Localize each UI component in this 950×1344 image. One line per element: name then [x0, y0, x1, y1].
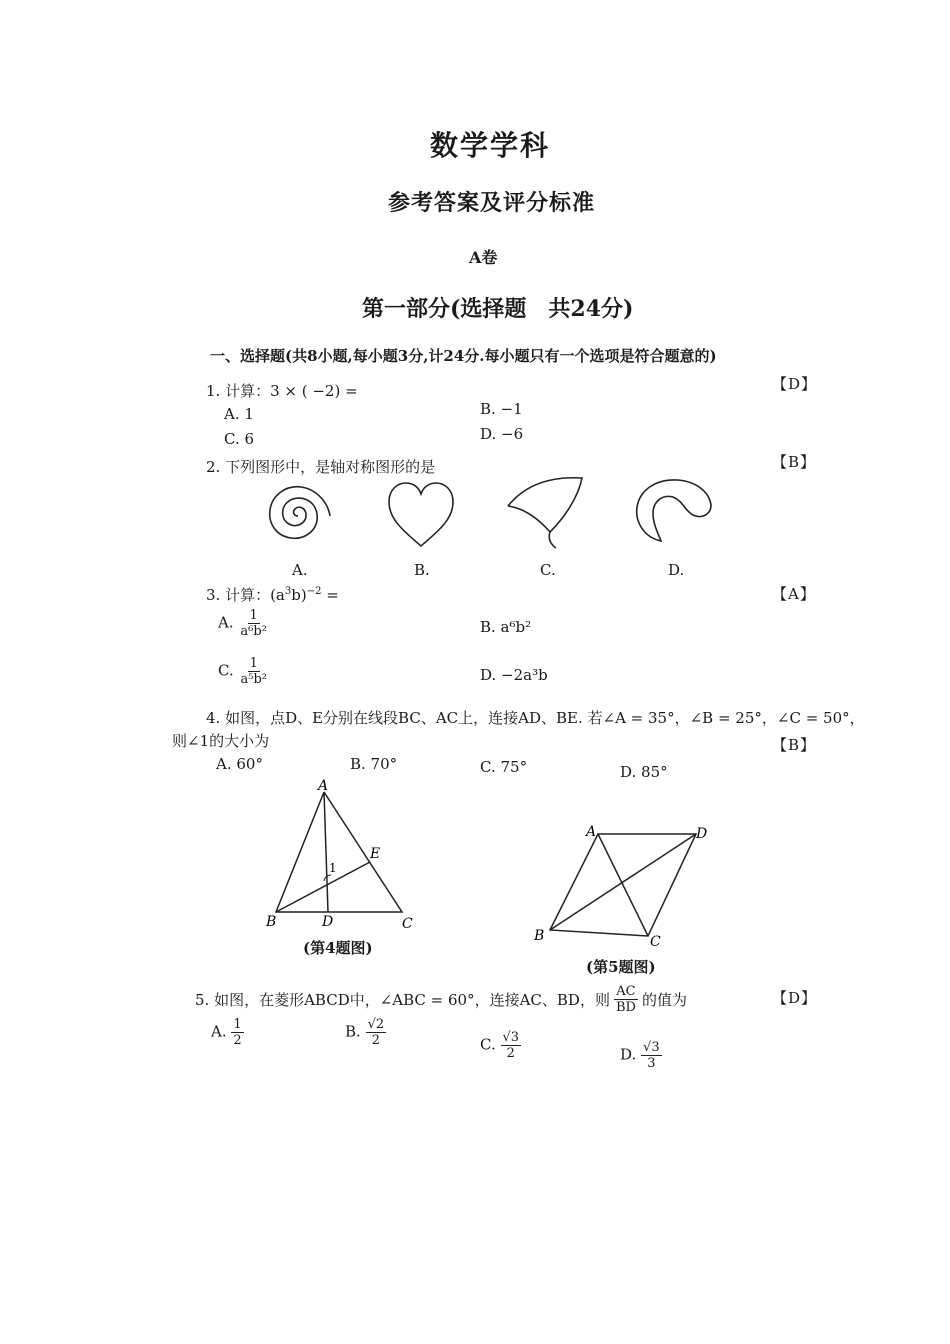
option-c: C. 75°	[480, 758, 528, 776]
answer-mark: 【D】	[772, 375, 818, 393]
option-d: D. $\frac{√3}{3}$	[620, 1040, 660, 1071]
label-e: E	[370, 846, 381, 862]
question-stem: 5. 如图，在菱形ABCD中，∠ABC = 60°，连接AC、BD，则 $\frac{AC}{BD}$ 的值为	[195, 984, 687, 1015]
triangle-figure	[262, 778, 422, 932]
label-d: D	[696, 826, 708, 842]
label-a: A	[586, 824, 597, 840]
rhombus-figure	[528, 818, 718, 952]
page-subtitle: 参考答案及评分标准	[388, 190, 596, 216]
option-a: A. $\frac{1}{2}$	[211, 1017, 242, 1048]
label-d: D	[322, 914, 334, 930]
section-heading: 一、选择题(共8小题,每小题3分,计24分.每小题只有一个选项是符合题意的)	[210, 347, 717, 365]
option-d: D. −2a³b	[480, 666, 548, 684]
volume-label: A卷	[469, 248, 498, 267]
heart-icon	[383, 478, 459, 550]
option-b: B. 70°	[350, 755, 398, 773]
question-stem-line1: 4. 如图，点D、E分别在线段BC、AC上，连接AD、BE. 若∠A = 35°，∠B = 25°，∠C = 50°，	[206, 709, 865, 727]
option-d: D. −6	[480, 425, 524, 443]
question-stem-line2: 则∠1的大小为	[172, 732, 270, 750]
option-b: B. −1	[480, 400, 523, 418]
label-b: B	[534, 928, 545, 944]
spiral-icon	[258, 478, 338, 553]
option-a: A. $\frac{1}{\text{a⁶b²}}$	[218, 608, 267, 639]
question-stem: 1. 计算：3 × ( −2) =	[206, 382, 358, 400]
page-title: 数学学科	[430, 129, 551, 162]
figure-label-b: B.	[414, 561, 430, 579]
option-c: C. $\frac{1}{\text{a⁵b²}}$	[218, 656, 267, 687]
answer-mark: 【B】	[772, 736, 817, 754]
figure-label-c: C.	[540, 561, 556, 579]
option-b: B. $\frac{√2}{2}$	[345, 1017, 385, 1048]
question-stem: 2. 下列图形中，是轴对称图形的是	[206, 458, 436, 476]
option-a: A. 60°	[216, 755, 263, 773]
angle-1-label: 1	[329, 861, 337, 875]
figure-caption: (第5题图)	[586, 958, 656, 976]
option-c: C. $\frac{√3}{2}$	[480, 1030, 520, 1061]
question-stem: 3. 计算：$(a^3b)^{-2}$ =	[206, 586, 339, 604]
option-b: B. a⁶b²	[480, 618, 532, 636]
figure-caption: (第4题图)	[303, 939, 373, 957]
label-c: C	[402, 916, 413, 932]
option-d: D. 85°	[620, 763, 668, 781]
answer-mark: 【A】	[772, 585, 816, 603]
figure-label-d: D.	[668, 561, 685, 579]
figure-label-a: A.	[292, 561, 308, 579]
label-b: B	[266, 914, 277, 930]
label-c: C	[650, 934, 661, 950]
fan-shape-icon	[504, 472, 590, 554]
answer-mark: 【D】	[772, 989, 818, 1007]
answer-mark: 【B】	[772, 453, 817, 471]
option-a: A. 1	[224, 405, 254, 423]
option-c: C. 6	[224, 430, 255, 448]
crescent-curl-icon	[631, 475, 717, 547]
label-a: A	[318, 778, 329, 794]
part-heading: 第一部分(选择题 共24分)	[362, 296, 634, 322]
